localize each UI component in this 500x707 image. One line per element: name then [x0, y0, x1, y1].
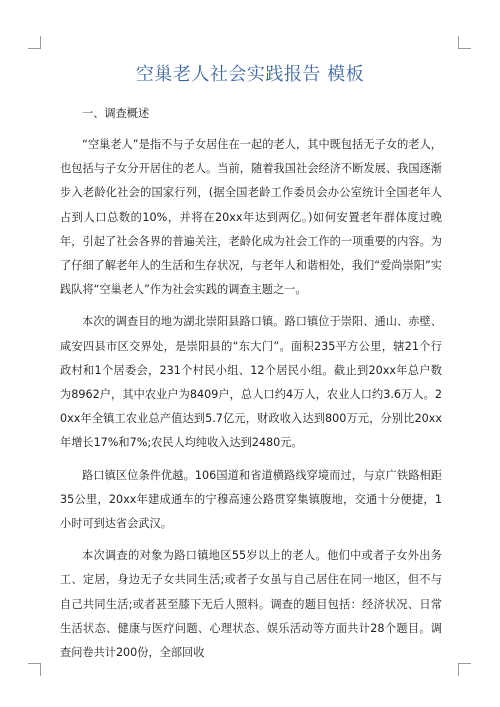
paragraph: 本次调查的对象为路口镇地区55岁以上的老人。他们中或者子女外出务工、定居，身边无子女共同生活;或者子女虽与自己居住在同一地区，但不与自己共同生活;或者甚至膝下无后人照料。调查的题目包括：经济状况、日常生活状态、健康与医疗问题、心理状态、娱乐活动等方面共计28个题目。调查问卷共计200份，全部回收	[60, 549, 442, 660]
document-title: 空巢老人社会实践报告 模板	[135, 64, 365, 85]
paragraph: 本次的调查目的地为湖北崇阳县路口镇。路口镇位于崇阳、通山、赤壁、咸安四县市区交界处，是崇阳县的“东大门”。面积235平方公里，辖21个行政村和1个居委会，231个村民小组、12个居民小组。截止到20xx年总户数为8962户，其中农业户为8409户，总人口约4万人，农业人口约3.6万人。20xx年全镇工农业总产值达到5.7亿元，财政收入达到800万元，分别比20xx年增长17%和7%;农民人均纯收入达到2480元。	[60, 315, 442, 450]
paragraph: 路口镇区位条件优越。106国道和省道横路线穿境而过，与京广铁路相距35公里，20xx年建成通车的宁穆高速公路贯穿集镇腹地，交通十分便捷，1小时可到达省会武汉。	[60, 468, 442, 531]
crop-mark-bottom-left	[28, 663, 41, 676]
paragraph: “空巢老人”是指不与子女居住在一起的老人，其中既包括无子女的老人，也包括与子女分开居住的老人。当前，随着我国社会经济不断发展、我国逐渐步入老龄化社会的国家行列，(据全国老龄工作委员会办公室统计全国老年人占到人口总数的10%，并将在20xx年达到两亿。)如何安置老年群体度过晚年，引起了社会各界的普遍关注，老龄化成为社会工作的一项重要的内容。为了仔细了解老年人的生活和生存状况，与老年人和谐相处，我们“爱尚崇阳”实践队将“空巢老人”作为社会实践的调查主题之一。	[60, 138, 442, 297]
crop-mark-top-left	[28, 36, 41, 49]
crop-mark-bottom-right	[458, 663, 471, 676]
crop-mark-top-right	[458, 36, 471, 49]
section-heading: 一、调查概述	[82, 107, 150, 120]
document-body	[60, 102, 442, 673]
